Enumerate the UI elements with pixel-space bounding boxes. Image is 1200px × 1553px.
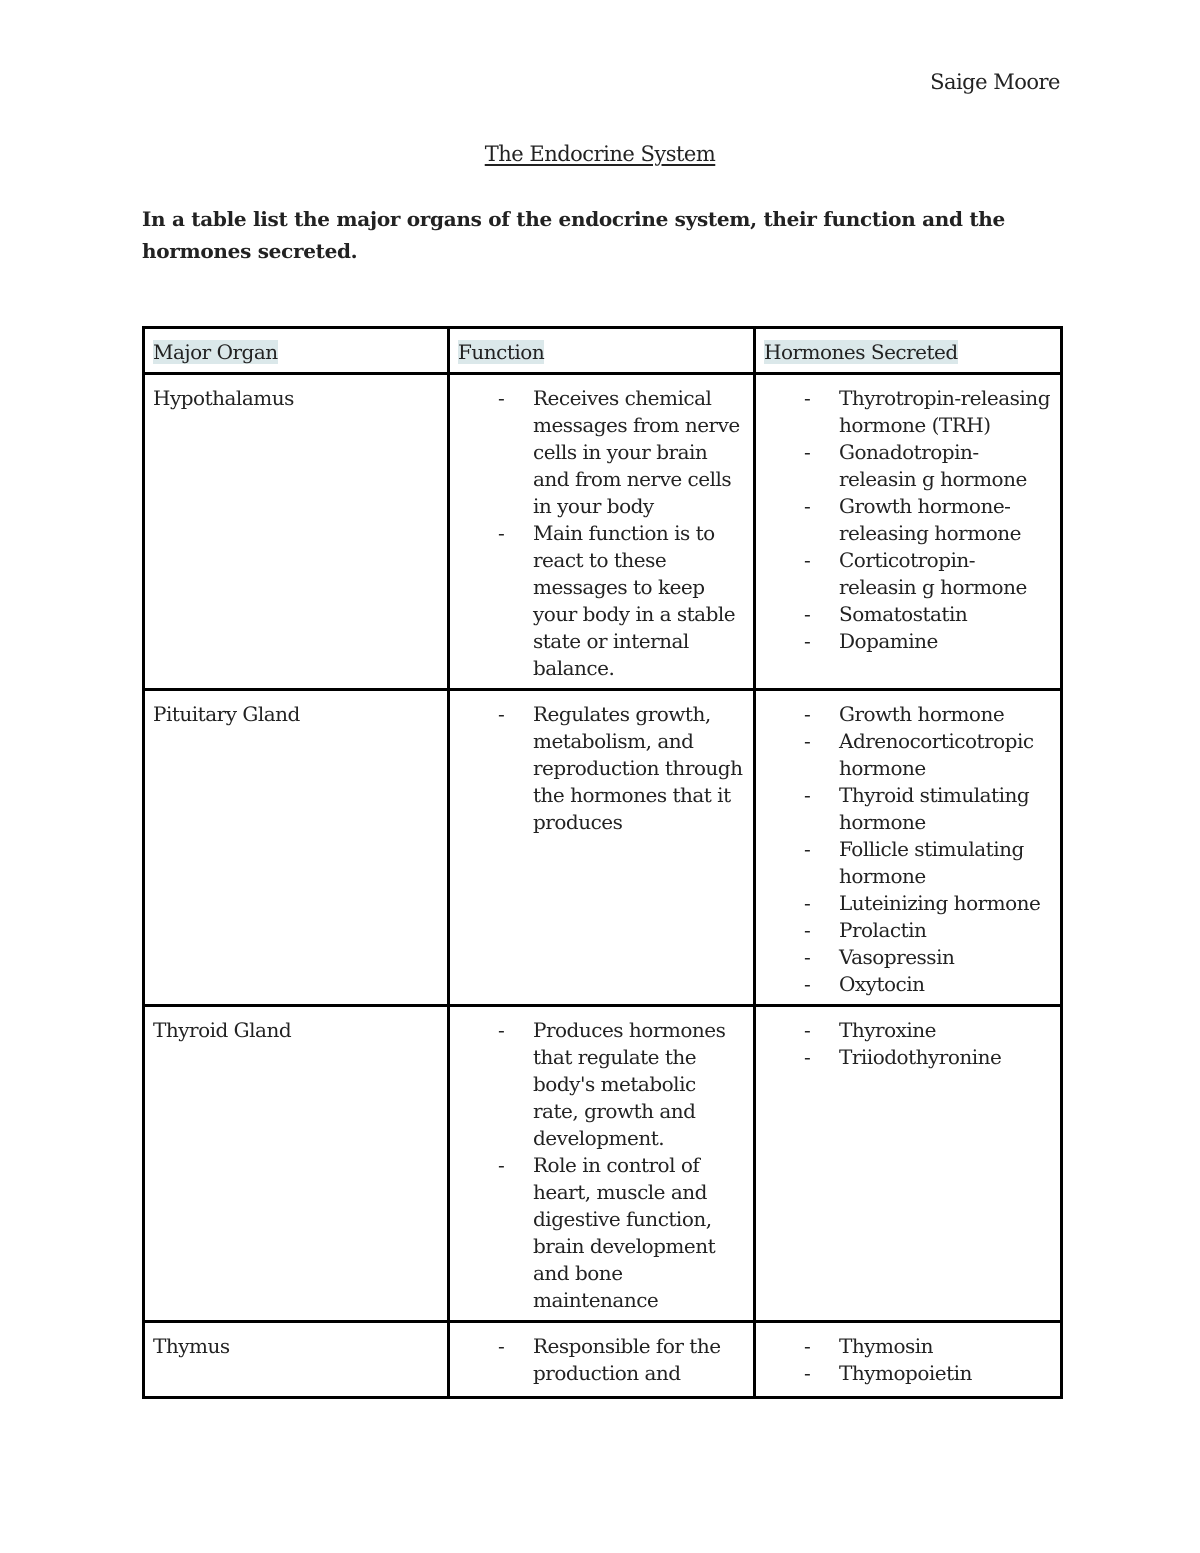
function-item: - Regulates growth, metabolism, and reproduction through the hormones that it produces bbox=[533, 701, 745, 836]
table-row bbox=[144, 1322, 1062, 1398]
function-list bbox=[458, 1017, 745, 1314]
table-row bbox=[144, 690, 1062, 1006]
hormone-item: - Gonadotropin-releasin g hormone bbox=[839, 439, 1052, 493]
header-cell-organ bbox=[144, 328, 449, 374]
hormone-item: - Thyrotropin-releasing hormone (TRH) bbox=[839, 385, 1052, 439]
function-item: - Main function is to react to these messages to keep your body in a stable state or internal balance. bbox=[533, 520, 745, 682]
function-item: - Receives chemical messages from nerve cells in your brain and from nerve cells in your body bbox=[533, 385, 745, 520]
hormone-list bbox=[764, 1333, 1052, 1387]
table-row bbox=[144, 374, 1062, 690]
hormone-item: - Dopamine bbox=[839, 628, 1052, 655]
hormone-item: - Growth hormone-releasing hormone bbox=[839, 493, 1052, 547]
function-cell bbox=[449, 1322, 755, 1398]
function-list bbox=[458, 385, 745, 682]
hormone-item: - Corticotropin-releasin g hormone bbox=[839, 547, 1052, 601]
header-label-organ: Major Organ bbox=[153, 340, 278, 364]
function-cell bbox=[449, 374, 755, 690]
hormone-list bbox=[764, 1017, 1052, 1071]
hormone-item: - Adrenocorticotropic hormone bbox=[839, 728, 1052, 782]
function-item: - Role in control of heart, muscle and digestive function, brain development and bone maintenance bbox=[533, 1152, 745, 1314]
hormone-item: - Prolactin bbox=[839, 917, 1052, 944]
hormone-item: - Growth hormone bbox=[839, 701, 1052, 728]
hormone-item: - Luteinizing hormone bbox=[839, 890, 1052, 917]
hormone-item: - Thymopoietin bbox=[839, 1360, 1052, 1387]
header-label-function: Function bbox=[458, 340, 545, 364]
function-list bbox=[458, 1333, 745, 1387]
table-header-row bbox=[144, 328, 1062, 374]
function-list bbox=[458, 701, 745, 836]
hormones-cell bbox=[755, 1006, 1062, 1322]
hormones-cell bbox=[755, 374, 1062, 690]
function-cell bbox=[449, 1006, 755, 1322]
hormone-item: - Thymosin bbox=[839, 1333, 1052, 1360]
assignment-prompt: In a table list the major organs of the endocrine system, their function and the hormones secreted. bbox=[142, 207, 1005, 263]
hormone-item: - Triiodothyronine bbox=[839, 1044, 1052, 1071]
hormone-item: - Thyroid stimulating hormone bbox=[839, 782, 1052, 836]
organ-cell: Thymus bbox=[144, 1322, 449, 1398]
hormones-cell bbox=[755, 1322, 1062, 1398]
author-name: Saige Moore bbox=[930, 70, 1060, 94]
function-item: - Produces hormones that regulate the body's metabolic rate, growth and development. bbox=[533, 1017, 745, 1152]
hormone-item: - Thyroxine bbox=[839, 1017, 1052, 1044]
hormone-item: - Follicle stimulating hormone bbox=[839, 836, 1052, 890]
function-item: - Responsible for the production and bbox=[533, 1333, 745, 1387]
hormone-item: - Oxytocin bbox=[839, 971, 1052, 998]
hormone-item: - Vasopressin bbox=[839, 944, 1052, 971]
table-row bbox=[144, 1006, 1062, 1322]
document-title-text: The Endocrine System bbox=[484, 142, 716, 166]
header-cell-hormones bbox=[755, 328, 1062, 374]
organ-cell: Thyroid Gland bbox=[144, 1006, 449, 1322]
header-label-hormones: Hormones Secreted bbox=[764, 340, 958, 364]
function-cell bbox=[449, 690, 755, 1006]
hormones-cell bbox=[755, 690, 1062, 1006]
document-title bbox=[0, 142, 1200, 166]
organ-cell: Pituitary Gland bbox=[144, 690, 449, 1006]
hormone-item: - Somatostatin bbox=[839, 601, 1052, 628]
header-cell-function bbox=[449, 328, 755, 374]
organ-cell: Hypothalamus bbox=[144, 374, 449, 690]
endocrine-table bbox=[142, 326, 1063, 1399]
hormone-list bbox=[764, 701, 1052, 998]
hormone-list bbox=[764, 385, 1052, 655]
